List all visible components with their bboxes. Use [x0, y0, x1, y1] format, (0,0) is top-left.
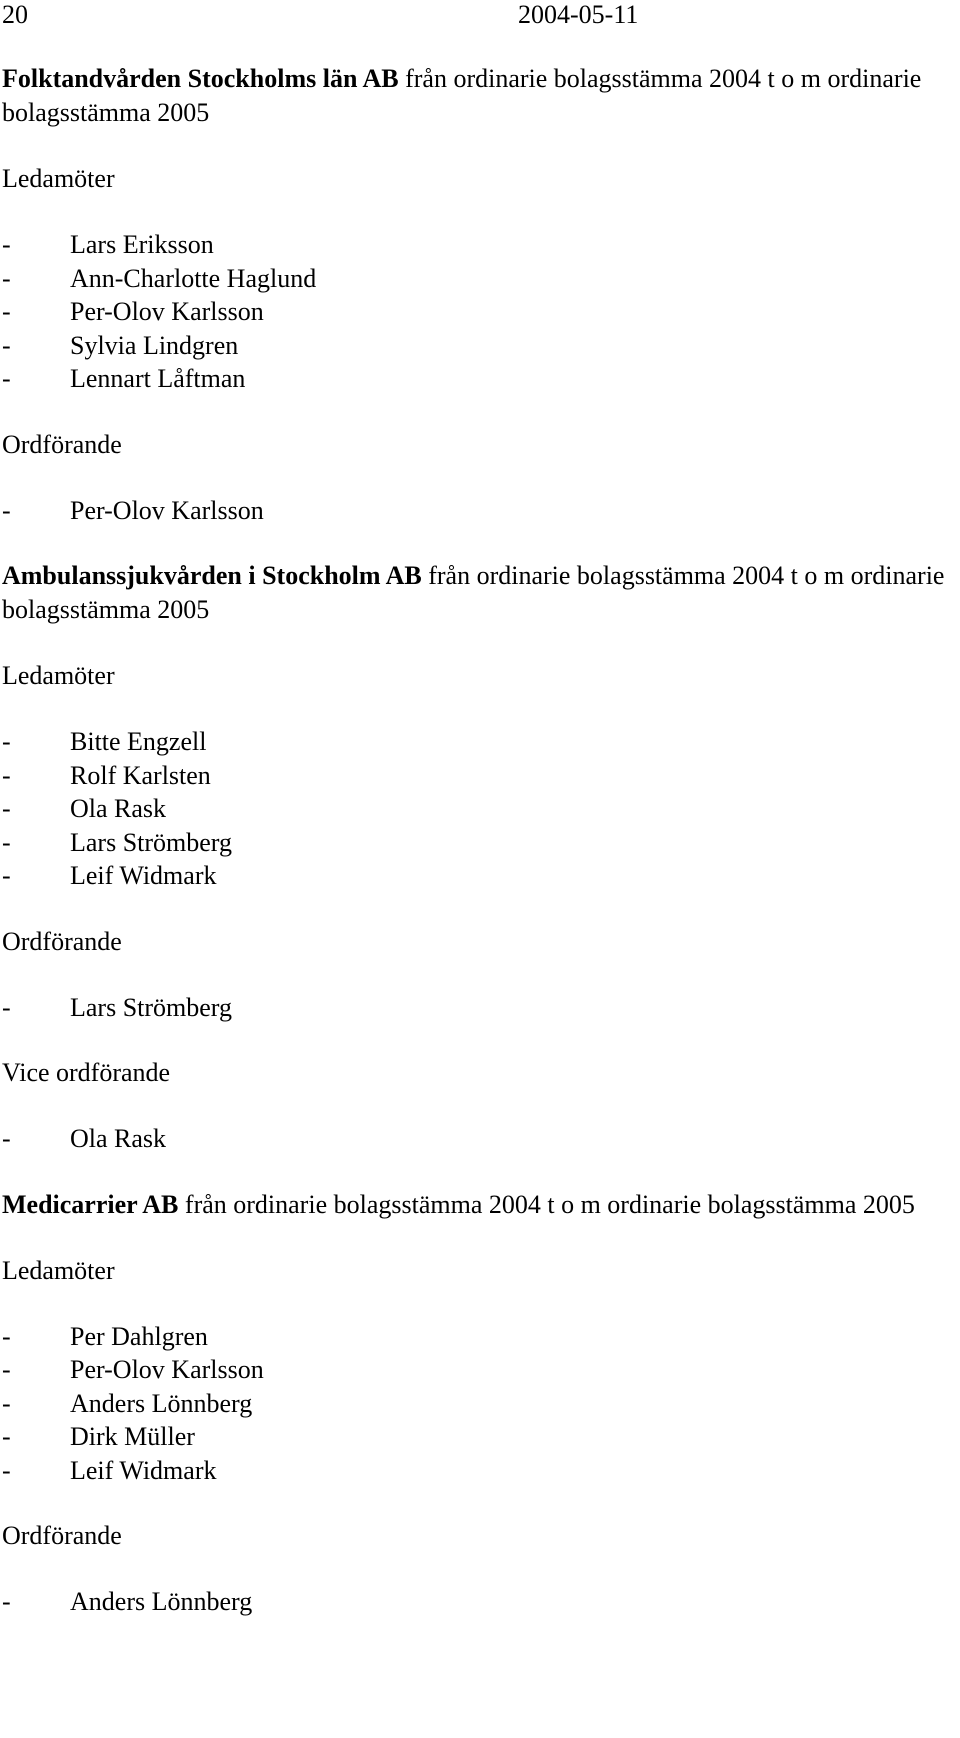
- page-number: 20: [2, 0, 28, 29]
- section-ambulanssjukvarden: [2, 559, 958, 1156]
- document-page: [2, 0, 958, 1619]
- company-name: Folktandvården Stockholms län AB: [2, 64, 399, 93]
- term-period: från ordinarie bolagsstämma 2004 t o m ordinarie bolagsstämma 2005: [2, 64, 922, 127]
- member-name: Ann-Charlotte Haglund: [70, 263, 317, 293]
- member-name: Per Dahlgren: [70, 1321, 208, 1351]
- member-name: Anders Lönnberg: [70, 1388, 253, 1418]
- list-item: - Ola Rask: [2, 792, 958, 826]
- section-heading: [2, 559, 958, 627]
- list-item: - Rolf Karlsten: [2, 759, 958, 793]
- section-medicarrier: [2, 1188, 958, 1619]
- list-item: - Bitte Engzell: [2, 725, 958, 759]
- list-item: - Ann-Charlotte Haglund: [2, 262, 958, 296]
- group-label-chair: Ordförande: [2, 926, 122, 956]
- section-heading: [2, 1188, 958, 1222]
- list-item: - Lars Strömberg: [2, 826, 958, 860]
- group-label-members: Ledamöter: [2, 661, 115, 690]
- vice-chair-list: [2, 1122, 958, 1156]
- member-name: Lars Eriksson: [70, 230, 214, 259]
- member-name: Anders Lönnberg: [70, 1587, 253, 1616]
- list-item: - Lars Strömberg: [2, 991, 958, 1025]
- member-name: Leif Widmark: [70, 861, 217, 890]
- group-label-members: Ledamöter: [2, 1255, 115, 1285]
- term-period: från ordinarie bolagsstämma 2004 t o m ordinarie bolagsstämma 2005: [178, 1189, 915, 1219]
- list-item: - Leif Widmark: [2, 1454, 958, 1488]
- list-item: - Sylvia Lindgren: [2, 329, 958, 363]
- list-item: - Ola Rask: [2, 1122, 958, 1156]
- page-header: [2, 0, 958, 32]
- section-folktandvarden: [2, 62, 958, 527]
- member-list: [2, 1320, 958, 1488]
- member-name: Lars Strömberg: [70, 827, 232, 857]
- chair-list: [2, 494, 958, 528]
- member-name: Ola Rask: [70, 794, 167, 823]
- member-name: Per-Olov Karlsson: [70, 297, 264, 326]
- member-name: Sylvia Lindgren: [70, 330, 239, 360]
- member-name: Per-Olov Karlsson: [70, 495, 264, 525]
- chair-list: [2, 991, 958, 1025]
- member-name: Leif Widmark: [70, 1455, 217, 1485]
- list-item: - Lars Eriksson: [2, 228, 958, 262]
- list-item: - Per Dahlgren: [2, 1320, 958, 1354]
- list-item: - Lennart Låftman: [2, 362, 958, 396]
- member-name: Lennart Låftman: [70, 364, 246, 393]
- list-item: - Per-Olov Karlsson: [2, 494, 958, 528]
- company-name: Medicarrier AB: [2, 1189, 179, 1219]
- member-name: Rolf Karlsten: [70, 760, 211, 790]
- page-date: 2004-05-11: [518, 0, 639, 29]
- list-item: - Per-Olov Karlsson: [2, 1353, 958, 1387]
- list-item: - Leif Widmark: [2, 859, 958, 893]
- chair-list: [2, 1585, 958, 1619]
- group-label-chair: Ordförande: [2, 1521, 122, 1550]
- member-name: Ola Rask: [70, 1124, 167, 1153]
- list-item: - Anders Lönnberg: [2, 1585, 958, 1619]
- member-list: [2, 725, 958, 893]
- list-item: - Dirk Müller: [2, 1420, 958, 1454]
- section-heading: [2, 62, 958, 130]
- company-name: Ambulanssjukvården i Stockholm AB: [2, 561, 422, 590]
- term-period: från ordinarie bolagsstämma 2004 t o m ordinarie bolagsstämma 2005: [2, 561, 945, 624]
- member-name: Bitte Engzell: [70, 727, 207, 756]
- group-label-vice-chair: Vice ordförande: [2, 1058, 171, 1087]
- group-label-chair: Ordförande: [2, 429, 122, 459]
- group-label-members: Ledamöter: [2, 164, 115, 193]
- member-name: Lars Strömberg: [70, 992, 232, 1022]
- list-item: - Anders Lönnberg: [2, 1387, 958, 1421]
- member-name: Dirk Müller: [70, 1422, 195, 1451]
- list-item: - Per-Olov Karlsson: [2, 295, 958, 329]
- member-name: Per-Olov Karlsson: [70, 1355, 264, 1384]
- member-list: [2, 228, 958, 396]
